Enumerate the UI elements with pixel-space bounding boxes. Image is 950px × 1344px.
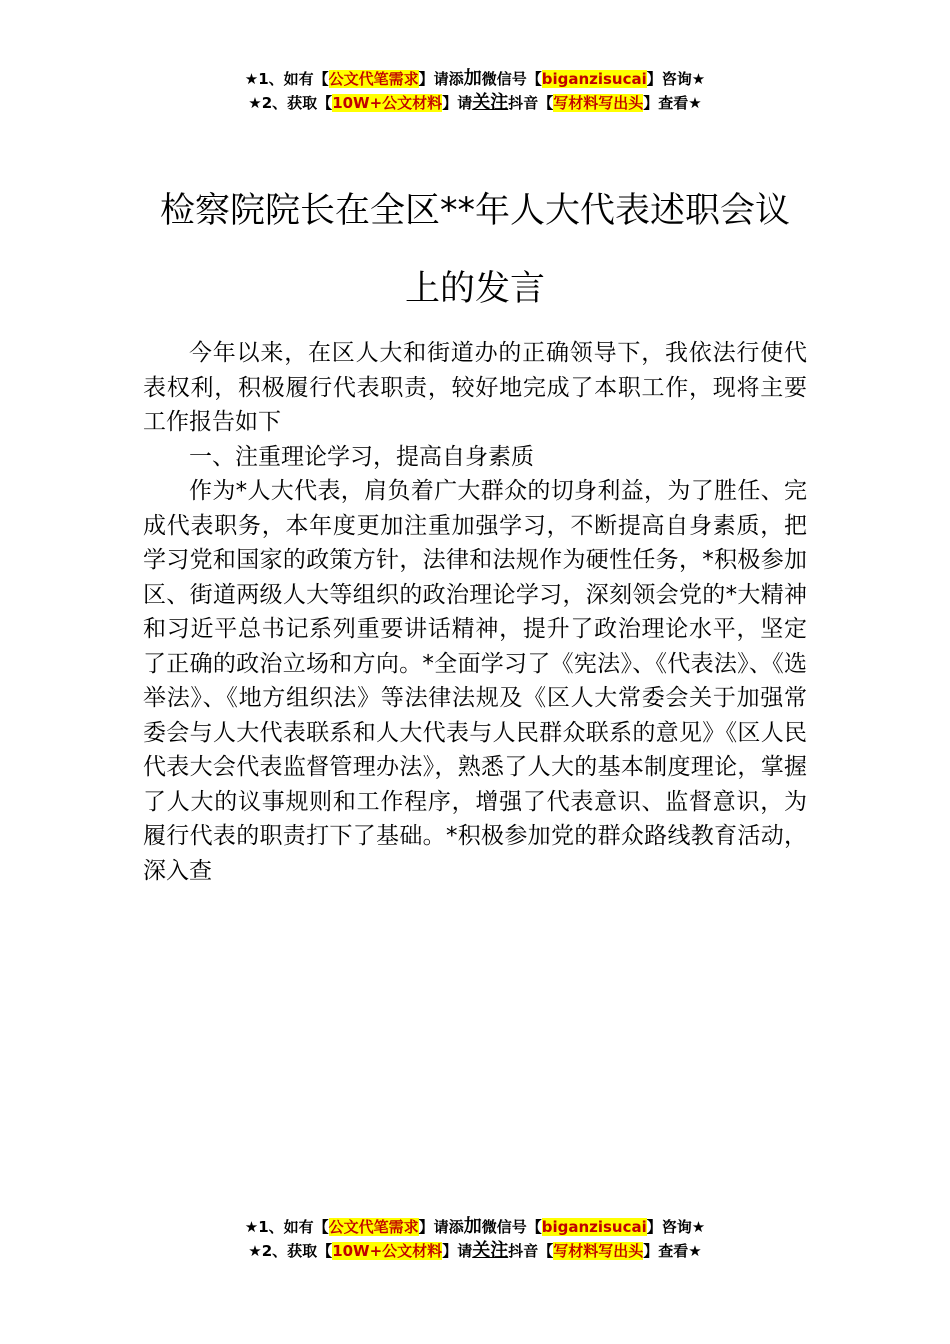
banner-text: ★1、如有【 [244,70,329,88]
banner-text: 】咨询★ [646,1218,706,1236]
banner-text: 】咨询★ [646,70,706,88]
banner-line-2 [0,91,950,115]
top-banner [0,67,950,115]
document-body [143,336,807,888]
paragraph-study: 作为*人大代表，肩负着广大群众的切身利益，为了胜任、完成代表职务，本年度更加注重加强学习，不断提高自身素质，把学习党和国家的政策方针，法律和法规作为硬性任务，*积极参加区、街道两级人大等组织的政治理论学习，深刻领会党的*大精神和习近平总书记系列重要讲话精神，提升了政治理论水平，坚定了正确的政治立场和方向。*全面学习了《宪法》、《代表法》、《选举法》、《地方组织法》等法律法规及《区人大常委会关于加强常委会与人大代表联系和人大代表与人民群众联系的意见》《区人民代表大会代表监督管理办法》，熟悉了人大的基本制度理论，掌握了人大的议事规则和工作程序，增强了代表意识、监督意识，为履行代表的职责打下了基础。*积极参加党的群众路线教育活动，深入查 [143,478,807,884]
banner-text: 】请添 [418,70,464,88]
banner-line-1 [0,1215,950,1239]
banner-text: 微信号【 [481,70,542,88]
highlight-service: 公文代笔需求 [328,70,419,88]
banner-text: 】请添 [418,1218,464,1236]
section-heading: 一、注重理论学习，提高自身素质 [189,443,534,470]
banner-emphasis: 加 [463,68,482,89]
highlight-wechat-id: biganzisucai [541,70,647,88]
banner-line-1 [0,67,950,91]
banner-text: 】请 [442,1242,473,1260]
banner-text: ★1、如有【 [244,1218,329,1236]
title-line-2: 上的发言 [404,269,545,309]
banner-emphasis: 加 [463,1216,482,1237]
title-line-1: 检察院院长在全区**年人大代表述职会议 [159,191,790,231]
banner-text: 】请 [442,94,473,112]
banner-emphasis: 关注 [472,92,509,113]
highlight-account: 写材料写出头 [553,94,644,112]
banner-text: 抖音【 [508,94,554,112]
banner-text: ★2、获取【 [248,1242,333,1260]
bottom-banner [0,1215,950,1263]
banner-text: 抖音【 [508,1242,554,1260]
highlight-service: 公文代笔需求 [328,1218,419,1236]
paragraph-intro: 今年以来，在区人大和街道办的正确领导下，我依法行使代表权利，积极履行代表职责，较好地完成了本职工作，现将主要工作报告如下 [143,340,807,435]
highlight-materials: 10W+公文材料 [332,1242,443,1260]
highlight-account: 写材料写出头 [553,1242,644,1260]
highlight-wechat-id: biganzisucai [541,1218,647,1236]
banner-text: ★2、获取【 [248,94,333,112]
banner-text: 】查看★ [643,94,702,112]
banner-text: 】查看★ [643,1242,702,1260]
banner-emphasis: 关注 [472,1240,509,1261]
banner-line-2 [0,1239,950,1263]
highlight-materials: 10W+公文材料 [332,94,443,112]
document-title [0,172,950,328]
banner-text: 微信号【 [481,1218,542,1236]
